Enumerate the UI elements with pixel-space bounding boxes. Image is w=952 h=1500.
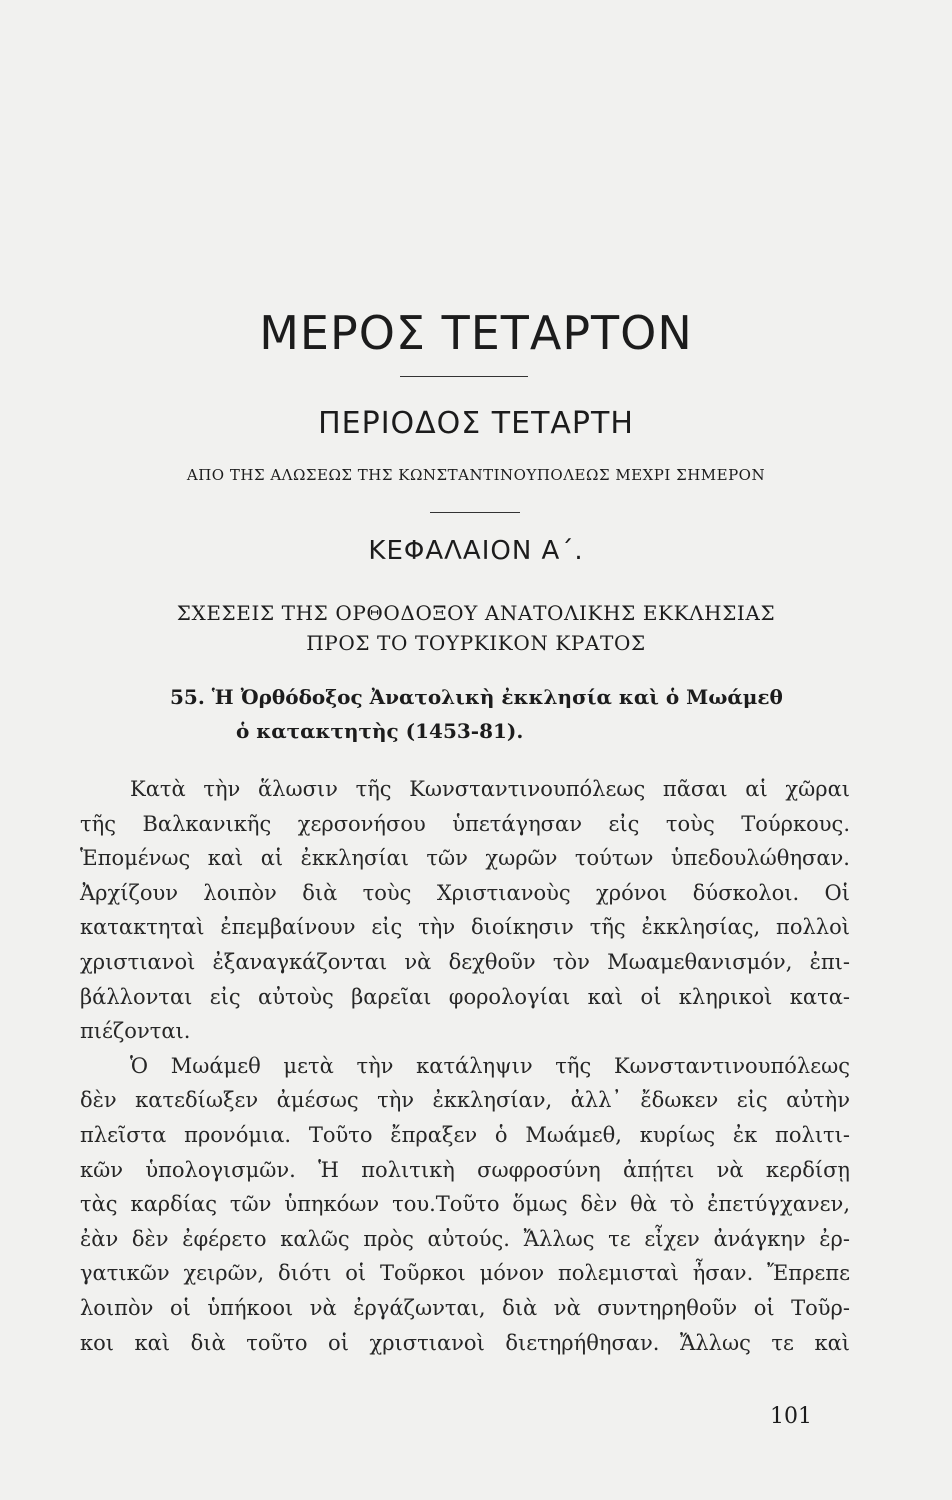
text-line: βάλλονται εἰς αὐτοὺς βαρεῖαι φορολογίαι καὶ οἱ κληρικοὶ κατα- [80,984,850,1009]
text-line: δὲν κατεδίωξεν ἀμέσως τὴν ἐκκλησίαν, ἀλλ᾽ ἔδωκεν εἰς αὐτὴν [80,1088,850,1113]
chapter-title: ΚΕΦΑΛΑΙΟΝ Α΄. [368,536,584,566]
part-title: ΜΕΡΟΣ ΤΕΤΑΡΤΟΝ [259,306,693,360]
text-line: Ὁ Μωάμεθ μετὰ τὴν κατάληψιν τῆς Κωνσταντινουπόλεως [130,1053,850,1078]
chapter-subtitle [0,598,952,658]
text-line: Ἀρχίζουν λοιπὸν διὰ τοὺς Χριστιανοὺς χρόνοι δύσκολοι. Οἱ [80,880,850,905]
chapter-subtitle-line: ΣΧΕΣΕΙΣ ΤΗΣ ΟΡΘΟΔΟΞΟΥ ΑΝΑΤΟΛΙΚΗΣ ΕΚΚΛΗΣΙΑΣ [176,601,776,625]
text-line: πιέζονται. [80,1019,191,1044]
text-line: χριστιανοὶ ἐξαναγκάζονται νὰ δεχθοῦν τὸν Μωαμεθανισμόν, ἐπι- [80,949,850,974]
section-heading-line: 55. Ἡ Ὀρθόδοξος Ἀνατολικὴ ἐκκλησία καὶ ὁ Μωάμεθ [170,685,783,709]
text-line: ἐὰν δὲν ἐφέρετο καλῶς πρὸς αὐτούς. Ἄλλως τε εἶχεν ἀνάγκην ἐρ- [80,1226,850,1251]
page-number: 101 [770,1404,812,1429]
text-line: πλεῖστα προνόμια. Τοῦτο ἔπραξεν ὁ Μωάμεθ, κυρίως ἐκ πολιτι- [80,1122,850,1147]
chapter-subtitle-line: ΠΡΟΣ ΤΟ ΤΟΥΡΚΙΚΟΝ ΚΡΑΤΟΣ [306,631,646,655]
text-line: λοιπὸν οἱ ὑπήκοοι νὰ ἐργάζωνται, διὰ νὰ συντηρηθοῦν οἱ Τοῦρ- [80,1295,850,1320]
text-line: κῶν ὑπολογισμῶν. Ἡ πολιτικὴ σωφροσύνη ἀπῄτει νὰ κερδίσῃ [80,1157,850,1182]
text-line: κατακτηταὶ ἐπεμβαίνουν εἰς τὴν διοίκησιν τῆς ἐκκλησίας, πολλοὶ [80,915,850,940]
text-line: Κατὰ τὴν ἅλωσιν τῆς Κωνσταντινουπόλεως πᾶσαι αἱ χῶραι [130,777,850,801]
period-subtitle: ΑΠΟ ΤΗΣ ΑΛΩΣΕΩΣ ΤΗΣ ΚΩΝΣΤΑΝΤΙΝΟΥΠΟΛΕΩΣ ΜΕΧΡΙ ΣΗΜΕΡΟΝ [186,466,766,484]
text-line: κοι καὶ διὰ τοῦτο οἱ χριστιανοὶ διετηρήθησαν. Ἄλλως τε καὶ [80,1330,850,1355]
section-heading [170,680,870,748]
text-line: Ἑπομένως καὶ αἱ ἐκκλησίαι τῶν χωρῶν τούτων ὑπεδουλώθησαν. [80,846,850,871]
text-line: τῆς Βαλκανικῆς χερσονήσου ὑπετάγησαν εἰς τοὺς Τούρκους. [80,811,850,836]
divider-rule [430,512,520,513]
body-text [80,772,850,1360]
divider-rule [400,376,528,377]
text-line: τὰς καρδίας τῶν ὑπηκόων του.Τοῦτο ὅμως δὲν θὰ τὸ ἐπετύγχανεν, [80,1192,850,1217]
section-heading-line: ὁ κατακτητὴς (1453-81). [236,719,524,743]
period-title: ΠΕΡΙΟΔΟΣ ΤΕΤΑΡΤΗ [318,406,634,441]
text-line: γατικῶν χειρῶν, διότι οἱ Τοῦρκοι μόνον πολεμισταὶ ἦσαν. Ἔπρεπε [80,1261,850,1286]
